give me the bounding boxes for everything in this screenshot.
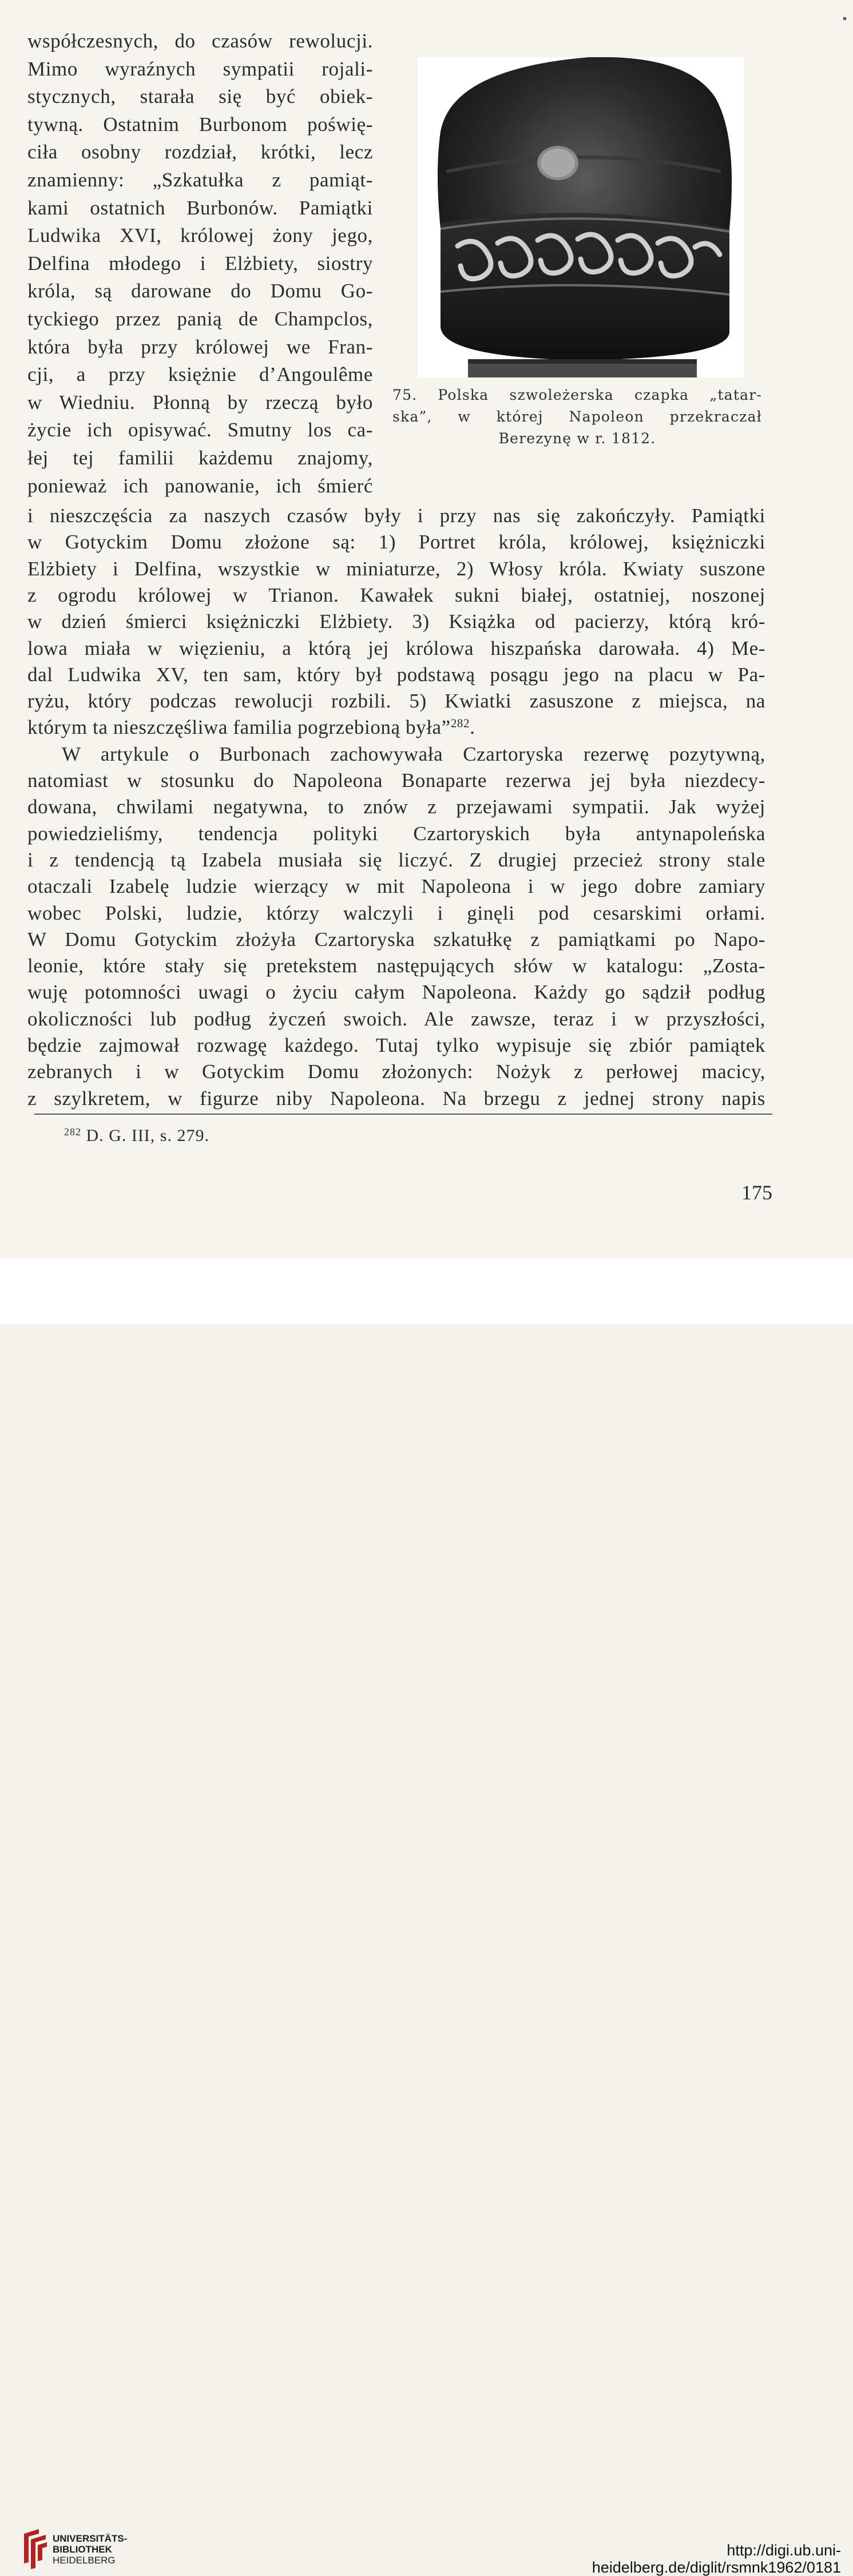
library-logo-icon bbox=[22, 2528, 49, 2569]
body-text: okoliczności lub podług życzeń swoich. Ale zawsze, teraz i w przyszłości, bbox=[27, 1007, 765, 1030]
library-line: UNIVERSITÄTS- bbox=[53, 2533, 128, 2544]
body-text-line: znamienny: „Szkatułka z pamiąt- bbox=[27, 169, 373, 191]
body-text: dal Ludwika XV, ten sam, który był podstawą posągu jego na placu w Pa- bbox=[27, 663, 765, 686]
body-text: natomiast w stosunku do Napoleona Bonaparte rezerwa jej była niezdecy- bbox=[27, 769, 765, 792]
library-line: HEIDELBERG bbox=[53, 2555, 116, 2566]
body-text-line: króla, są darowane do Domu Go- bbox=[27, 280, 373, 303]
body-text-line bbox=[27, 555, 765, 583]
footnote-text: D. G. III, s. 279. bbox=[86, 1126, 209, 1145]
figure-caption-line: Berezynę w r. 1812. bbox=[498, 430, 656, 447]
body-text-line: która była przy królowej we Fran- bbox=[27, 335, 373, 358]
body-text-line bbox=[27, 635, 765, 662]
body-text-line bbox=[62, 741, 765, 768]
body-text: zebranych i w Gotyckim Domu złożonych: Nożyk z perłowej macicy, bbox=[27, 1060, 765, 1083]
body-text-line: stycznych, starała się być obiek- bbox=[27, 85, 373, 108]
body-text-line bbox=[27, 1032, 765, 1059]
body-text-line: ciła osobny rozdział, krótki, lecz bbox=[27, 141, 373, 164]
body-text-line bbox=[27, 846, 765, 874]
body-text-line bbox=[27, 767, 765, 794]
body-text-line bbox=[27, 502, 765, 530]
body-text-line: tywną. Ostatnim Burbonom poświę- bbox=[27, 113, 373, 136]
body-text-line: kami ostatnich Burbonów. Pamiątki bbox=[27, 196, 373, 219]
body-text: dowana, chwilami negatywna, to znów z przejawami sympatii. Jak wyżej bbox=[27, 796, 765, 818]
body-text: ryżu, który podczas rewolucji rozbili. 5) Kwiatki zasuszone z miejsca, na bbox=[27, 690, 765, 713]
library-name bbox=[53, 2533, 127, 2566]
body-text: powiedzieliśmy, tendencja polityki Czartoryskich była antynapoleńska bbox=[27, 822, 765, 845]
footnote-number: 282 bbox=[64, 1126, 81, 1138]
body-text-line: w Wiedniu. Płonną by rzeczą było bbox=[27, 391, 373, 414]
body-text-line bbox=[27, 979, 765, 1006]
body-text: w Gotyckim Domu złożone są: 1) Portret króla, królowej, księżniczki bbox=[27, 531, 765, 554]
body-text-line bbox=[27, 661, 765, 689]
body-text-line bbox=[27, 714, 765, 741]
body-text: leonie, które stały się pretekstem następujących słów w katalogu: „Zosta- bbox=[27, 955, 765, 977]
figure-caption-line: 75. Polska szwoleżerska czapka „tatar- bbox=[392, 387, 762, 403]
body-text-line: Delfina młodego i Elżbiety, siostry bbox=[27, 252, 373, 275]
body-text-line bbox=[27, 820, 765, 848]
footnote bbox=[64, 1123, 209, 1148]
body-text-line bbox=[27, 900, 765, 927]
body-text-line bbox=[27, 687, 765, 715]
figure-cap-photo bbox=[418, 57, 744, 377]
body-text: i nieszczęścia za naszych czasów były i przy nas się zakończyły. Pamiątki bbox=[27, 504, 765, 527]
body-text: W Domu Gotyckim złożyła Czartoryska szkatułkę z pamiątkami po Napo- bbox=[27, 928, 765, 951]
body-text-line: tyckiego przez panią de Champclos, bbox=[27, 308, 373, 330]
body-text-line bbox=[27, 1058, 765, 1086]
body-text-line: ponieważ ich panowanie, ich śmierć bbox=[27, 474, 373, 497]
body-text-line: współczesnych, do czasów rewolucji. bbox=[27, 30, 373, 52]
footnote-reference: 282 bbox=[450, 716, 470, 730]
library-line: BIBLIOTHEK bbox=[53, 2544, 112, 2555]
body-text-line bbox=[27, 1005, 765, 1033]
body-text: i z tendencją tą Izabela musiała się liczyć. Z drugiej przecież strony stale bbox=[27, 848, 765, 871]
footnote-divider bbox=[34, 1114, 772, 1115]
body-text: z ogrodu królowej w Trianon. Kawałek sukni białej, ostatniej, noszonej bbox=[27, 583, 765, 606]
book-page bbox=[0, 0, 853, 1258]
body-text-line: łej tej familii każdemu znajomy, bbox=[27, 447, 373, 469]
body-text-line bbox=[27, 793, 765, 821]
digitization-footer bbox=[0, 1258, 853, 2576]
body-text: otaczali Izabelę ludzie wierzący w mit Napoleona i w jego dobre zamiary bbox=[27, 875, 765, 898]
body-text-line: Mimo wyraźnych sympatii rojali- bbox=[27, 57, 373, 80]
body-text-line bbox=[27, 582, 765, 609]
tatar-cap-image bbox=[418, 57, 744, 377]
body-text: będzie zajmował rozwagę każdego. Tutaj tylko wypisuje się zbiór pamiątek bbox=[27, 1034, 765, 1056]
body-text-line bbox=[27, 528, 765, 556]
body-text: Elżbiety i Delfina, wszystkie w miniaturze, 2) Włosy króla. Kwiaty suszone bbox=[27, 557, 765, 580]
body-text-line bbox=[27, 952, 765, 980]
body-text-line bbox=[27, 1085, 765, 1112]
body-text: . bbox=[470, 716, 475, 739]
body-text: z szylkretem, w figurze niby Napoleona. Na brzegu z jednej strony napis bbox=[27, 1087, 765, 1110]
body-text: wobec Polski, ludzie, którzy walczyli i ginęli pod cesarskimi orłami. bbox=[27, 901, 765, 924]
body-text-line: Ludwika XVI, królowej żony jego, bbox=[27, 224, 373, 247]
body-text-line: życie ich opisywać. Smutny los ca- bbox=[27, 419, 373, 442]
body-text: którym ta nieszczęśliwa familia pogrzebioną była” bbox=[27, 716, 451, 739]
page-number: 175 bbox=[741, 1181, 772, 1204]
scan-mark-icon bbox=[843, 17, 847, 21]
figure-caption-line: ska”, w której Napoleon przekraczał bbox=[392, 408, 762, 425]
body-text: lowa miała w więzieniu, a którą jej królowa hiszpańska darowała. 4) Me- bbox=[27, 637, 765, 659]
body-text: w dzień śmierci księżniczki Elżbiety. 3) Książka od pacierzy, którą kró- bbox=[27, 610, 765, 633]
body-text-line bbox=[27, 608, 765, 635]
body-text-line: cji, a przy księżnie d’Angoulême bbox=[27, 363, 373, 386]
body-text: W artykule o Burbonach zachowywała Czartoryska rezerwę pozytywną, bbox=[62, 742, 765, 765]
body-text: wuję potomności uwagi o życiu całym Napoleona. Każdy go sądził podług bbox=[27, 981, 765, 1004]
source-url-link[interactable]: http://digi.ub.uni-heidelberg.de/diglit/rsmnk1962/0181 bbox=[592, 2542, 841, 2576]
body-text-line bbox=[27, 873, 765, 900]
body-text-line bbox=[27, 926, 765, 953]
